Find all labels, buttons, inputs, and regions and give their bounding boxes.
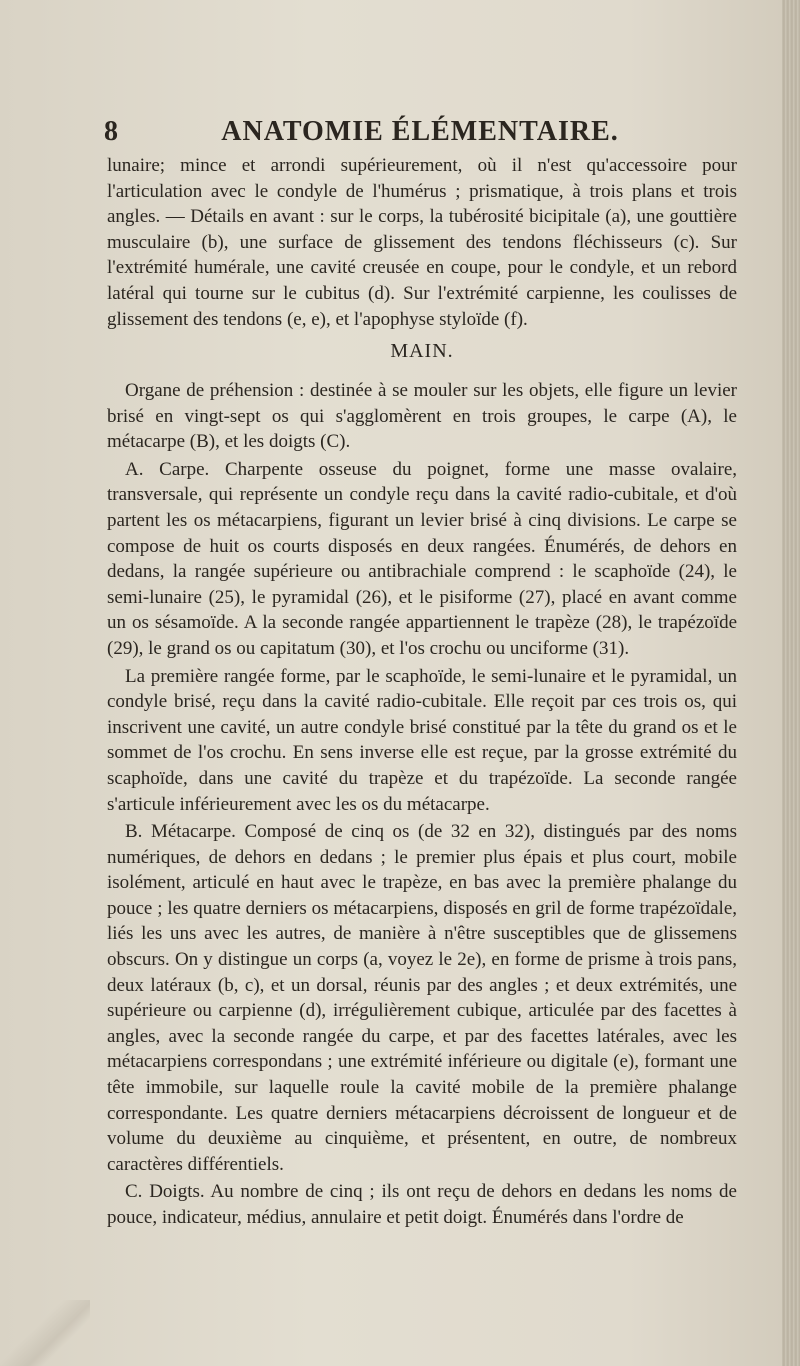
page-number: 8 (104, 116, 118, 147)
page-stack-edge (782, 0, 800, 1366)
paragraph-doigts: C. Doigts. Au nombre de cinq ; ils ont reçu de dehors en dedans les noms de pouce, indicateur, médius, annulaire et petit doigt. Énumérés dans l'ordre de (107, 1181, 737, 1228)
paragraph-metacarpe: B. Métacarpe. Composé de cinq os (de 32 en 32), distingués par des noms numériques, de dehors en dedans ; le premier plus épais et plus court, mobile isolément, articulé en haut avec le trapèze, en bas avec la première phalange du pouce ; les quatre derniers os métacarpiens, disposés en gril de forme trapézoïdale, liés les uns avec les autres, de manière à n'être susceptibles que de glissemens obscurs. On y distingue un corps (a, voyez le 2e), en forme de prisme à trois pans, deux latéraux (b, c), et un dorsal, réunis par des angles ; et deux extrémités, une supérieure ou carpienne (d), irrégulièrement cubique, articulée par des facettes à angles, avec la seconde rangée du carpe, et par des facettes latérales, avec les métacarpiens correspondans ; une extrémité inférieure ou digitale (e), formant une tête immobile, sur laquelle roule la cavité mobile de la première phalange correspondante. Les quatre derniers métacarpiens décroissent de longueur et de volume du deuxième au cinquième, et présentent, en outre, de nombreux caractères différentiels. (107, 821, 737, 1175)
running-title: ANATOMIE ÉLÉMENTAIRE. (221, 116, 619, 147)
page-header (104, 116, 736, 156)
paper-stain (0, 1300, 90, 1366)
intro-paragraph (107, 153, 737, 334)
paragraph-organ: Organe de préhension : destinée à se mouler sur les objets, elle figure un levier brisé en vingt-sept os qui s'agglomèrent en trois groupes, le carpe (A), le métacarpe (B), et les doigts (C). (107, 380, 737, 453)
paragraph: lunaire; mince et arrondi supérieurement, où il n'est qu'accessoire pour l'articulation avec le condyle de l'humérus ; prismatique, à trois plans et trois angles. — Détails en avant : sur le corps, la tubérosité bicipitale (a), une gouttière musculaire (b), une surface de glissement des tendons fléchisseurs (c). Sur l'extrémité humérale, une cavité creusée en coupe, pour le condyle, et un rebord latéral qui tourne sur le cubitus (d). Sur l'extrémité carpienne, les coulisses de glissement des tendons (e, e), et l'apophyse styloïde (f). (107, 155, 737, 330)
main-body (107, 378, 737, 1233)
section-title: MAIN. (390, 340, 454, 362)
paragraph-rangee: La première rangée forme, par le scaphoïde, le semi-lunaire et le pyramidal, un condyle brisé, reçu dans la cavité radio-cubitale. Elle reçoit par ces trois os, qui inscrivent une cavité, un autre condyle brisé constitué par la tête du grand os et le sommet de l'os crochu. En sens inverse elle est reçue, par la grosse extrémité du scaphoïde, dans une cavité du trapèze et du trapézoïde. La seconde rangée s'articule inférieurement avec les os du métacarpe. (107, 665, 737, 815)
paragraph-carpe: A. Carpe. Charpente osseuse du poignet, forme une masse ovalaire, transversale, qui représente un condyle reçu dans la cavité radio-cubitale, et d'où partent les os métacarpiens, figurant un levier brisé à cinq divisions. Le carpe se compose de huit os courts disposés en deux rangées. Énumérés, de dehors en dedans, la rangée supérieure ou antibrachiale comprend : le scaphoïde (24), le semi-lunaire (25), le pyramidal (26), et le pisiforme (27), placé en avant comme un os sésamoïde. A la seconde rangée appartiennent le trapèze (28), le trapézoïde (29), le grand os ou capitatum (30), et l'os crochu ou unciforme (31). (107, 458, 737, 659)
